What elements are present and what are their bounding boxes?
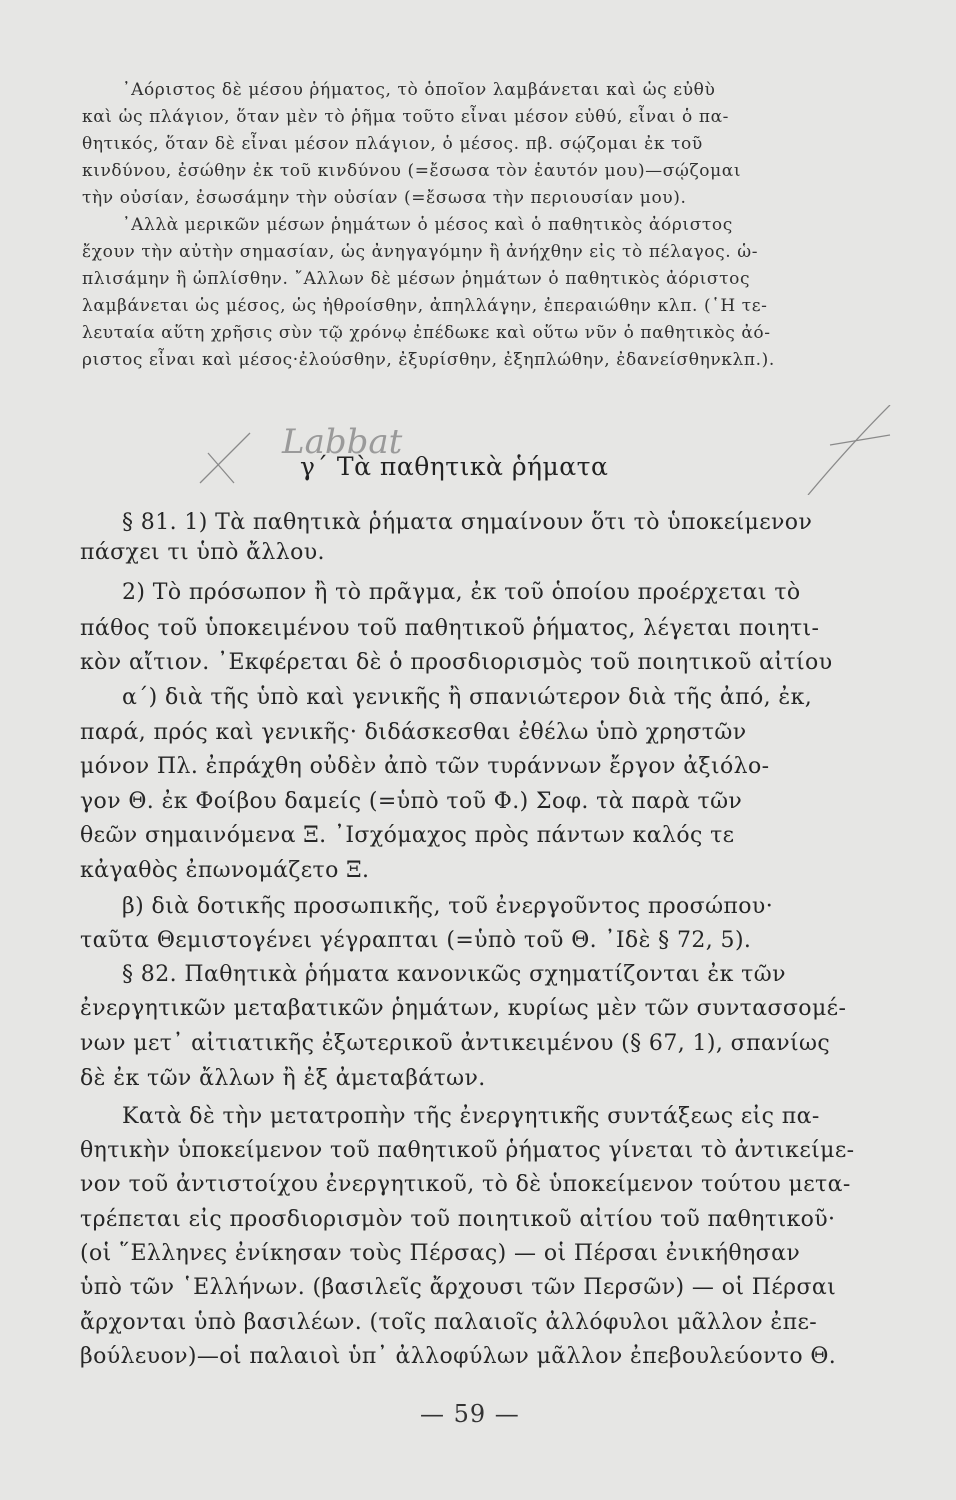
text-line: ἄρχονται ὑπὸ βασιλέων. (τοῖς παλαιοῖς ἀλλόφυλοι μᾶλλον ἐπε-	[80, 1310, 818, 1335]
pencil-note: Labbat	[282, 422, 403, 462]
text-line: θητικός, ὅταν δὲ εἶναι μέσον πλάγιον, ὁ μέσος. πβ. σῴζομαι ἐκ τοῦ	[82, 134, 703, 154]
text-line: § 82. Παθητικὰ ῥήματα κανονικῶς σχηματίζονται ἐκ τῶν	[122, 962, 786, 987]
text-line: τρέπεται εἰς προσδιορισμὸν τοῦ ποιητικοῦ αἰτίου τοῦ παθητικοῦ·	[80, 1207, 836, 1232]
text-line: πάθος τοῦ ὑποκειμένου τοῦ παθητικοῦ ῥήματος, λέγεται ποιητι-	[80, 616, 820, 641]
section-heading: γ΄ Τὰ παθητικὰ ῥήματα	[300, 452, 609, 481]
text-line: πλισάμην ἢ ὡπλίσθην. ῎Αλλων δὲ μέσων ῥημάτων ὁ παθητικὸς ἀόριστος	[82, 269, 751, 289]
text-line: δὲ ἐκ τῶν ἄλλων ἢ ἐξ ἀμεταβάτων.	[80, 1066, 486, 1091]
text-line: ὑπὸ τῶν ῾Ελλήνων. (βασιλεῖς ἄρχουσι τῶν Περσῶν) — οἱ Πέρσαι	[80, 1275, 837, 1300]
text-line: κὸν αἴτιον. ᾿Εκφέρεται δὲ ὁ προσδιορισμὸς τοῦ ποιητικοῦ αἰτίου	[80, 650, 833, 675]
text-line: θητικὴν ὑποκείμενον τοῦ παθητικοῦ ῥήματος γίνεται τὸ ἀντικείμε-	[80, 1138, 855, 1163]
text-line: ᾿Αλλὰ μερικῶν μέσων ῥημάτων ὁ μέσος καὶ ὁ παθητικὸς ἀόριστος	[122, 215, 733, 235]
text-line: ἔχουν τὴν αὐτὴν σημασίαν, ὡς ἀνηγαγόμην ἢ ἀνήχθην εἰς τὸ πέλαγος. ὡ-	[82, 242, 759, 262]
text-line: γον Θ. ἐκ Φοίβου δαμείς (=ὑπὸ τοῦ Φ.) Σοφ. τὰ παρὰ τῶν	[80, 789, 743, 814]
text-line: βούλευον)—οἱ παλαιοὶ ὑπ᾿ ἀλλοφύλων μᾶλλον ἐπεβουλεύοντο Θ.	[80, 1344, 837, 1369]
text-line: κἀγαθὸς ἐπωνομάζετο Ξ.	[80, 858, 370, 883]
text-line: ᾿Αόριστος δὲ μέσου ῥήματος, τὸ ὁποῖον λαμβάνεται καὶ ὡς εὐθὺ	[122, 80, 716, 100]
text-line: νον τοῦ ἀντιστοίχου ἐνεργητικοῦ, τὸ δὲ ὑποκείμενον τούτου μετα-	[80, 1172, 851, 1197]
text-line: κινδύνου, ἐσώθην ἐκ τοῦ κινδύνου (=ἔσωσα τὸν ἑαυτόν μου)—σῴζομαι	[82, 161, 742, 181]
text-line: παρά, πρός καὶ γενικῆς· διδάσκεσθαι ἐθέλω ὑπὸ χρηστῶν	[80, 720, 747, 745]
text-line: λευταία αὕτη χρῆσις σὺν τῷ χρόνῳ ἐπέδωκε καὶ οὕτω νῦν ὁ παθητικὸς ἀό-	[82, 323, 771, 343]
text-line: μόνον Πλ. ἐπράχθη οὐδὲν ἀπὸ τῶν τυράννων ἔργον ἀξιόλο-	[80, 754, 770, 779]
text-line: α΄) διὰ τῆς ὑπὸ καὶ γενικῆς ἢ σπανιώτερον διὰ τῆς ἀπό, ἐκ,	[122, 685, 813, 710]
text-line: (οἱ ῞Ελληνες ἐνίκησαν τοὺς Πέρσας) — οἱ Πέρσαι ἐνικήθησαν	[80, 1241, 801, 1266]
text-line: πάσχει τι ὑπὸ ἄλλου.	[80, 540, 325, 565]
text-line: ταῦτα Θεμιστογένει γέγραπται (=ὑπὸ τοῦ Θ. ᾿Ιδὲ § 72, 5).	[80, 928, 752, 953]
text-line: θεῶν σημαινόμενα Ξ. ᾿Ισχόμαχος πρὸς πάντων καλός τε	[80, 823, 735, 848]
text-line: β) διὰ δοτικῆς προσωπικῆς, τοῦ ἐνεργοῦντος προσώπου·	[122, 894, 774, 919]
text-line: λαμβάνεται ὡς μέσος, ὡς ἠθροίσθην, ἀπηλλάγην, ἐπεραιώθην κλπ. (῾Η τε-	[82, 296, 768, 316]
text-line: νων μετ᾿ αἰτιατικῆς ἐξωτερικοῦ ἀντικειμένου (§ 67, 1), σπανίως	[80, 1031, 831, 1056]
pencil-annotation	[190, 405, 910, 495]
text-line: ἐνεργητικῶν μεταβατικῶν ῥημάτων, κυρίως μὲν τῶν συντασσομέ-	[80, 996, 847, 1021]
text-line: ριστος εἶναι καὶ μέσος·ἐλούσθην, ἐξυρίσθην, ἐξηπλώθην, ἐδανείσθηνκλπ.).	[82, 350, 775, 370]
text-line: Κατὰ δὲ τὴν μετατροπὴν τῆς ἐνεργητικῆς συντάξεως εἰς πα-	[122, 1104, 820, 1129]
text-line: τὴν οὐσίαν, ἐσωσάμην τὴν οὐσίαν (=ἔσωσα τὴν περιουσίαν μου).	[82, 188, 687, 208]
text-line: καὶ ὡς πλάγιον, ὅταν μὲν τὸ ῥῆμα τοῦτο εἶναι μέσον εὐθύ, εἶναι ὁ πα-	[82, 107, 730, 127]
text-line: 2) Τὸ πρόσωπον ἢ τὸ πρᾶγμα, ἐκ τοῦ ὁποίου προέρχεται τὸ	[122, 580, 801, 605]
page-number: — 59 —	[420, 1400, 520, 1428]
text-line: § 81. 1) Τὰ παθητικὰ ῥήματα σημαίνουν ὅτι τὸ ὑποκείμενον	[122, 510, 813, 535]
